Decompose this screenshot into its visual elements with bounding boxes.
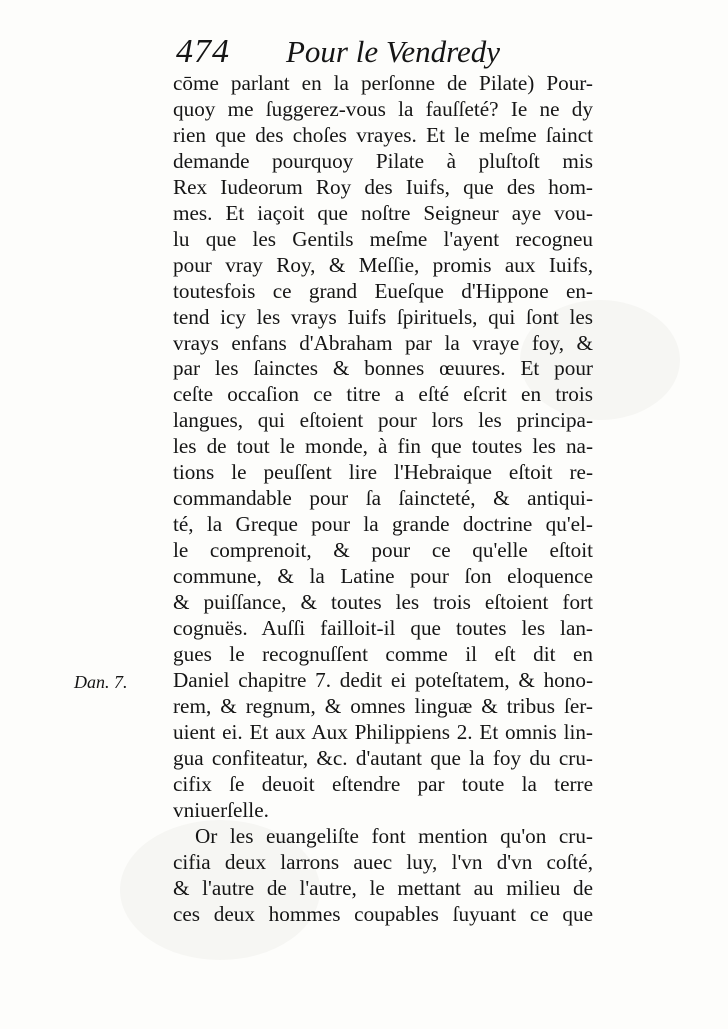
text-line: gues le recognuſſent comme il eſt dit en [173,641,593,666]
text-line: Or les euangeliſte font mention qu'on cru- [195,823,593,848]
text-line: Daniel chapitre 7. dedit ei poteſtatem, & hono- [173,667,593,692]
text-line: tions le peuſſent lire l'Hebraique eſtoit re- [173,460,593,485]
text-line: langues, qui eſtoient pour lors les principa- [173,408,593,433]
text-line: & puiſſance, & toutes les trois eſtoient fort [173,590,593,615]
text-line: mes. Et iaçoit que noſtre Seigneur aye vou- [173,200,593,225]
text-line: quoy me ſuggerez-vous la fauſſeté? Ie ne dy [173,96,593,121]
text-line: demande pourquoy Pilate à pluſtoſt mis [173,148,593,173]
text-line: commandable pour ſa ſaincteté, & antiqui- [173,486,593,511]
page-header [176,30,596,74]
text-line: par les ſainctes & bonnes œuures. Et pour [173,356,593,381]
text-line: vniuerſelle. [173,797,269,822]
text-line: & l'autre de l'autre, le mettant au milieu de [173,875,593,900]
text-line: cōme parlant en la perſonne de Pilate) Pour- [173,71,593,95]
text-line: uient ei. Et aux Aux Philippiens 2. Et omnis lin- [173,719,593,744]
text-line: rien que des choſes vrayes. Et le meſme ſainct [173,122,593,147]
text-line: té, la Greque pour la grande doctrine qu'el- [173,512,593,537]
text-line: le comprenoit, & pour ce qu'elle eſtoit [173,538,593,563]
running-head: Pour le Vendredy [286,34,501,69]
text-line: cognuës. Auſſi failloit-il que toutes les lan- [173,616,593,641]
text-line: rem, & regnum, & omnes linguæ & tribus ſer- [173,693,593,718]
body-text [173,71,593,927]
text-line: lu que les Gentils meſme l'ayent recogneu [173,226,593,251]
text-line: cifia deux larrons auec luy, l'vn d'vn coſté, [173,849,593,874]
text-line: ces deux hommes coupables ſuyuant ce que [173,901,593,926]
text-line: commune, & la Latine pour ſon eloquence [173,564,593,589]
text-line: pour vray Roy, & Meſſie, promis aux Iuifs, [173,252,593,277]
text-line: Rex Iudeorum Roy des Iuifs, que des hom- [173,174,593,199]
page-number: 474 [176,33,230,70]
text-line: vrays enfans d'Abraham par la vraye foy, & [173,330,593,355]
text-line: ceſte occaſion ce titre a eſté eſcrit en trois [173,382,593,407]
text-line: toutesfois ce grand Eueſque d'Hippone en- [173,278,593,303]
text-line: tend icy les vrays Iuifs ſpirituels, qui ſont les [173,304,593,329]
margin-note: Dan. 7. [74,672,128,692]
text-line: les de tout le monde, à fin que toutes les na- [173,434,593,459]
text-line: gua confiteatur, &c. d'autant que la foy du cru- [173,745,593,770]
text-line: cifix ſe deuoit eſtendre par toute la terre [173,771,593,796]
